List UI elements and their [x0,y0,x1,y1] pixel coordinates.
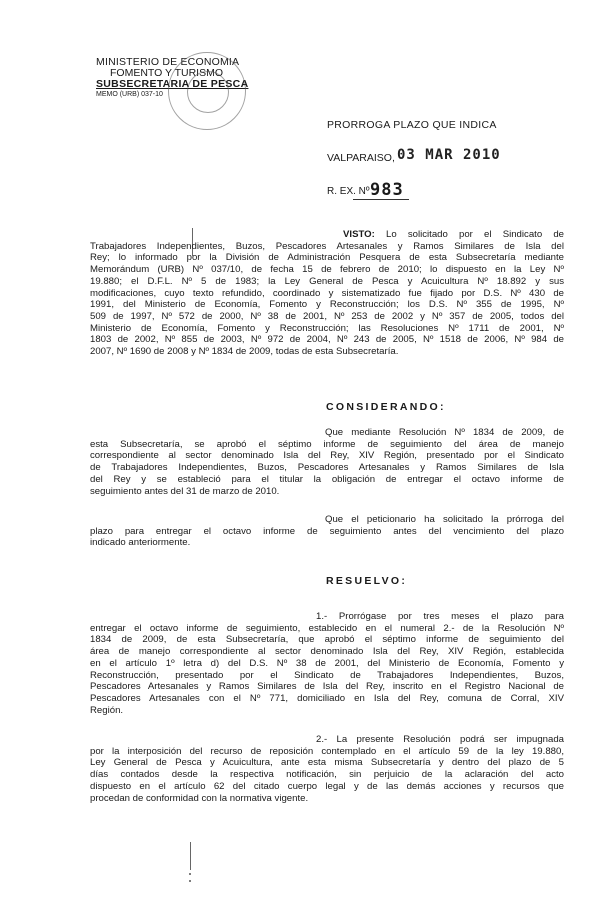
resuelvo-line: por la interposición del recurso de reposición contemplado en el artículo 59 de la ley 19.880, [90,745,564,757]
resuelvo-line: Pescadores Artesanales y Ramos Similares de Isla del Rey, inscrito en el Registro Nacional de [90,681,564,693]
resuelvo-line: procedan de conformidad con la normativa vigente. [90,792,309,804]
resolution-label: R. EX. Nº [327,186,370,197]
ministry-line-2: FOMENTO Y TURISMO [110,67,223,79]
scan-dot [189,873,191,875]
resuelvo-line: en el artículo 1º letra d) del D.S. Nº 38 de 2001, del Ministerio de Economía, Fomento y [90,657,564,669]
scan-mark [190,842,191,870]
resolution-number: 983 [370,180,404,200]
document-title: PRORROGA PLAZO QUE INDICA [327,119,497,131]
visto-section [90,229,564,358]
visto-line: Ministerio de Economía, Fomento y Reconstrucción; las Resoluciones Nº 1711 de 2001, Nº [90,322,564,334]
visto-label: VISTO: [343,229,375,240]
resuelvo-line: entregar el octavo informe de seguimiento, establecido en el numeral 2.- de la Resolución Nº [90,622,564,634]
considerando-line: esta Subsecretaría, se aprobó el séptimo informe de seguimiento del área de manejo [90,438,564,450]
visto-line: Trabajadores Independientes, Buzos, Pescadores Artesanales y Ramos Similares de Isla del [90,240,564,252]
memo-reference: MEMO (URB) 037-10 [96,91,163,98]
considerando-paragraph-2 [90,514,564,549]
considerando-line: indicado anteriormente. [90,537,191,549]
scan-dot [189,880,191,882]
resuelvo-paragraph-2 [90,734,564,804]
visto-line: 509 de 1997, Nº 572 de 2000, Nº 38 de 2001, Nº 253 de 2002 y Nº 357 de 2005, todos del [90,310,564,322]
considerando-line: del Rey y se estableció para el titular la obligación de entregar el octavo informe de [90,473,564,485]
visto-line: Lo solicitado por el Sindicato de [386,229,565,240]
ministry-line: MINISTERIO DE ECONOMIA [96,56,240,68]
date-stamp: 03 MAR 2010 [397,147,501,163]
visto-line: 2007, Nº 1690 de 2008 y Nº 1834 de 2009, todas de esta Subsecretaría. [90,346,399,358]
considerando-line: Que mediante Resolución Nº 1834 de 2009, de [325,427,564,438]
resuelvo-line: 1.- Prorrógase por tres meses el plazo para [316,611,564,622]
resuelvo-line: Reconstrucción, presentado por el Sindicato de Trabajadores Independientes, Buzos, [90,669,564,681]
resuelvo-line: Región. [90,704,124,716]
visto-line: 1991, del Ministerio de Economía, Fomento y Reconstrucción; los D.S. Nº 355 de 1995, Nº [90,299,564,311]
considerando-line: correspondiente al sector denominado Isla del Rey, XIV Región, presentado por el Sindicato [90,450,564,462]
subsecretaria-line: SUBSECRETARIA DE PESCA [96,78,249,90]
considerando-line: seguimiento antes del 31 de marzo de 2010. [90,485,280,497]
visto-line: Memorándum (URB) Nº 037/10, de fecha 15 de febrero de 2010; lo dispuesto en la Ley Nº [90,264,564,276]
resuelvo-heading: RESUELVO: [326,575,408,587]
considerando-paragraph-1 [90,427,564,497]
considerando-heading: CONSIDERANDO: [326,401,446,413]
visto-line: 19.880; el D.F.L. Nº 5 de 1983; la Ley General de Pesca y Acuicultura Nº 18.892 y sus [90,275,564,287]
visto-line: Rey; lo informado por la División de Administración Pesquera de esta Subsecretaría mediante [90,252,564,264]
official-seal-icon [168,52,246,130]
resuelvo-line: Pescadores Artesanales con el Nº 771, domiciliado en Isla del Rey, comuna de Corral, XIV [90,692,564,704]
resuelvo-line: Ley General de Pesca y Acuicultura, ante esta misma Subsecretaría y dentro del plazo de 5 [90,757,564,769]
visto-line: 1803 de 2002, Nº 855 de 2003, Nº 972 de 2004, Nº 243 de 2005, Nº 1518 de 2006, Nº 984 de [90,334,564,346]
resuelvo-line: días contados desde la respectiva notificación, sin perjuicio de la aclaración del acto [90,769,564,781]
resuelvo-line: dispuesto en el artículo 62 del citado cuerpo legal y de las demás acciones y recursos que [90,780,564,792]
resuelvo-line: área de manejo correspondiente al sector denominado Isla del Rey, XIV Región, establecida [90,646,564,658]
considerando-line: Que el peticionario ha solicitado la prórroga del [325,514,564,525]
place-label: VALPARAISO, [327,152,395,164]
resuelvo-line: 2.- La presente Resolución podrá ser impugnada [316,734,564,745]
resolution-underline [353,199,409,200]
resuelvo-paragraph-1 [90,611,564,716]
considerando-line: plazo para entregar el octavo informe de seguimiento antes del vencimiento del plazo [90,525,564,537]
visto-line: modificaciones, cuyo texto refundido, coordinado y sistematizado fue fijado por D.S. Nº 430 de [90,287,564,299]
resuelvo-line: 1834 de 2009, de esta Subsecretaría, que aprobó el séptimo informe de seguimiento del [90,634,564,646]
considerando-line: de Trabajadores Independientes, Buzos, Pescadores Artesanales y Ramos Similares de Isla [90,462,564,474]
visto-line-first [90,229,564,241]
